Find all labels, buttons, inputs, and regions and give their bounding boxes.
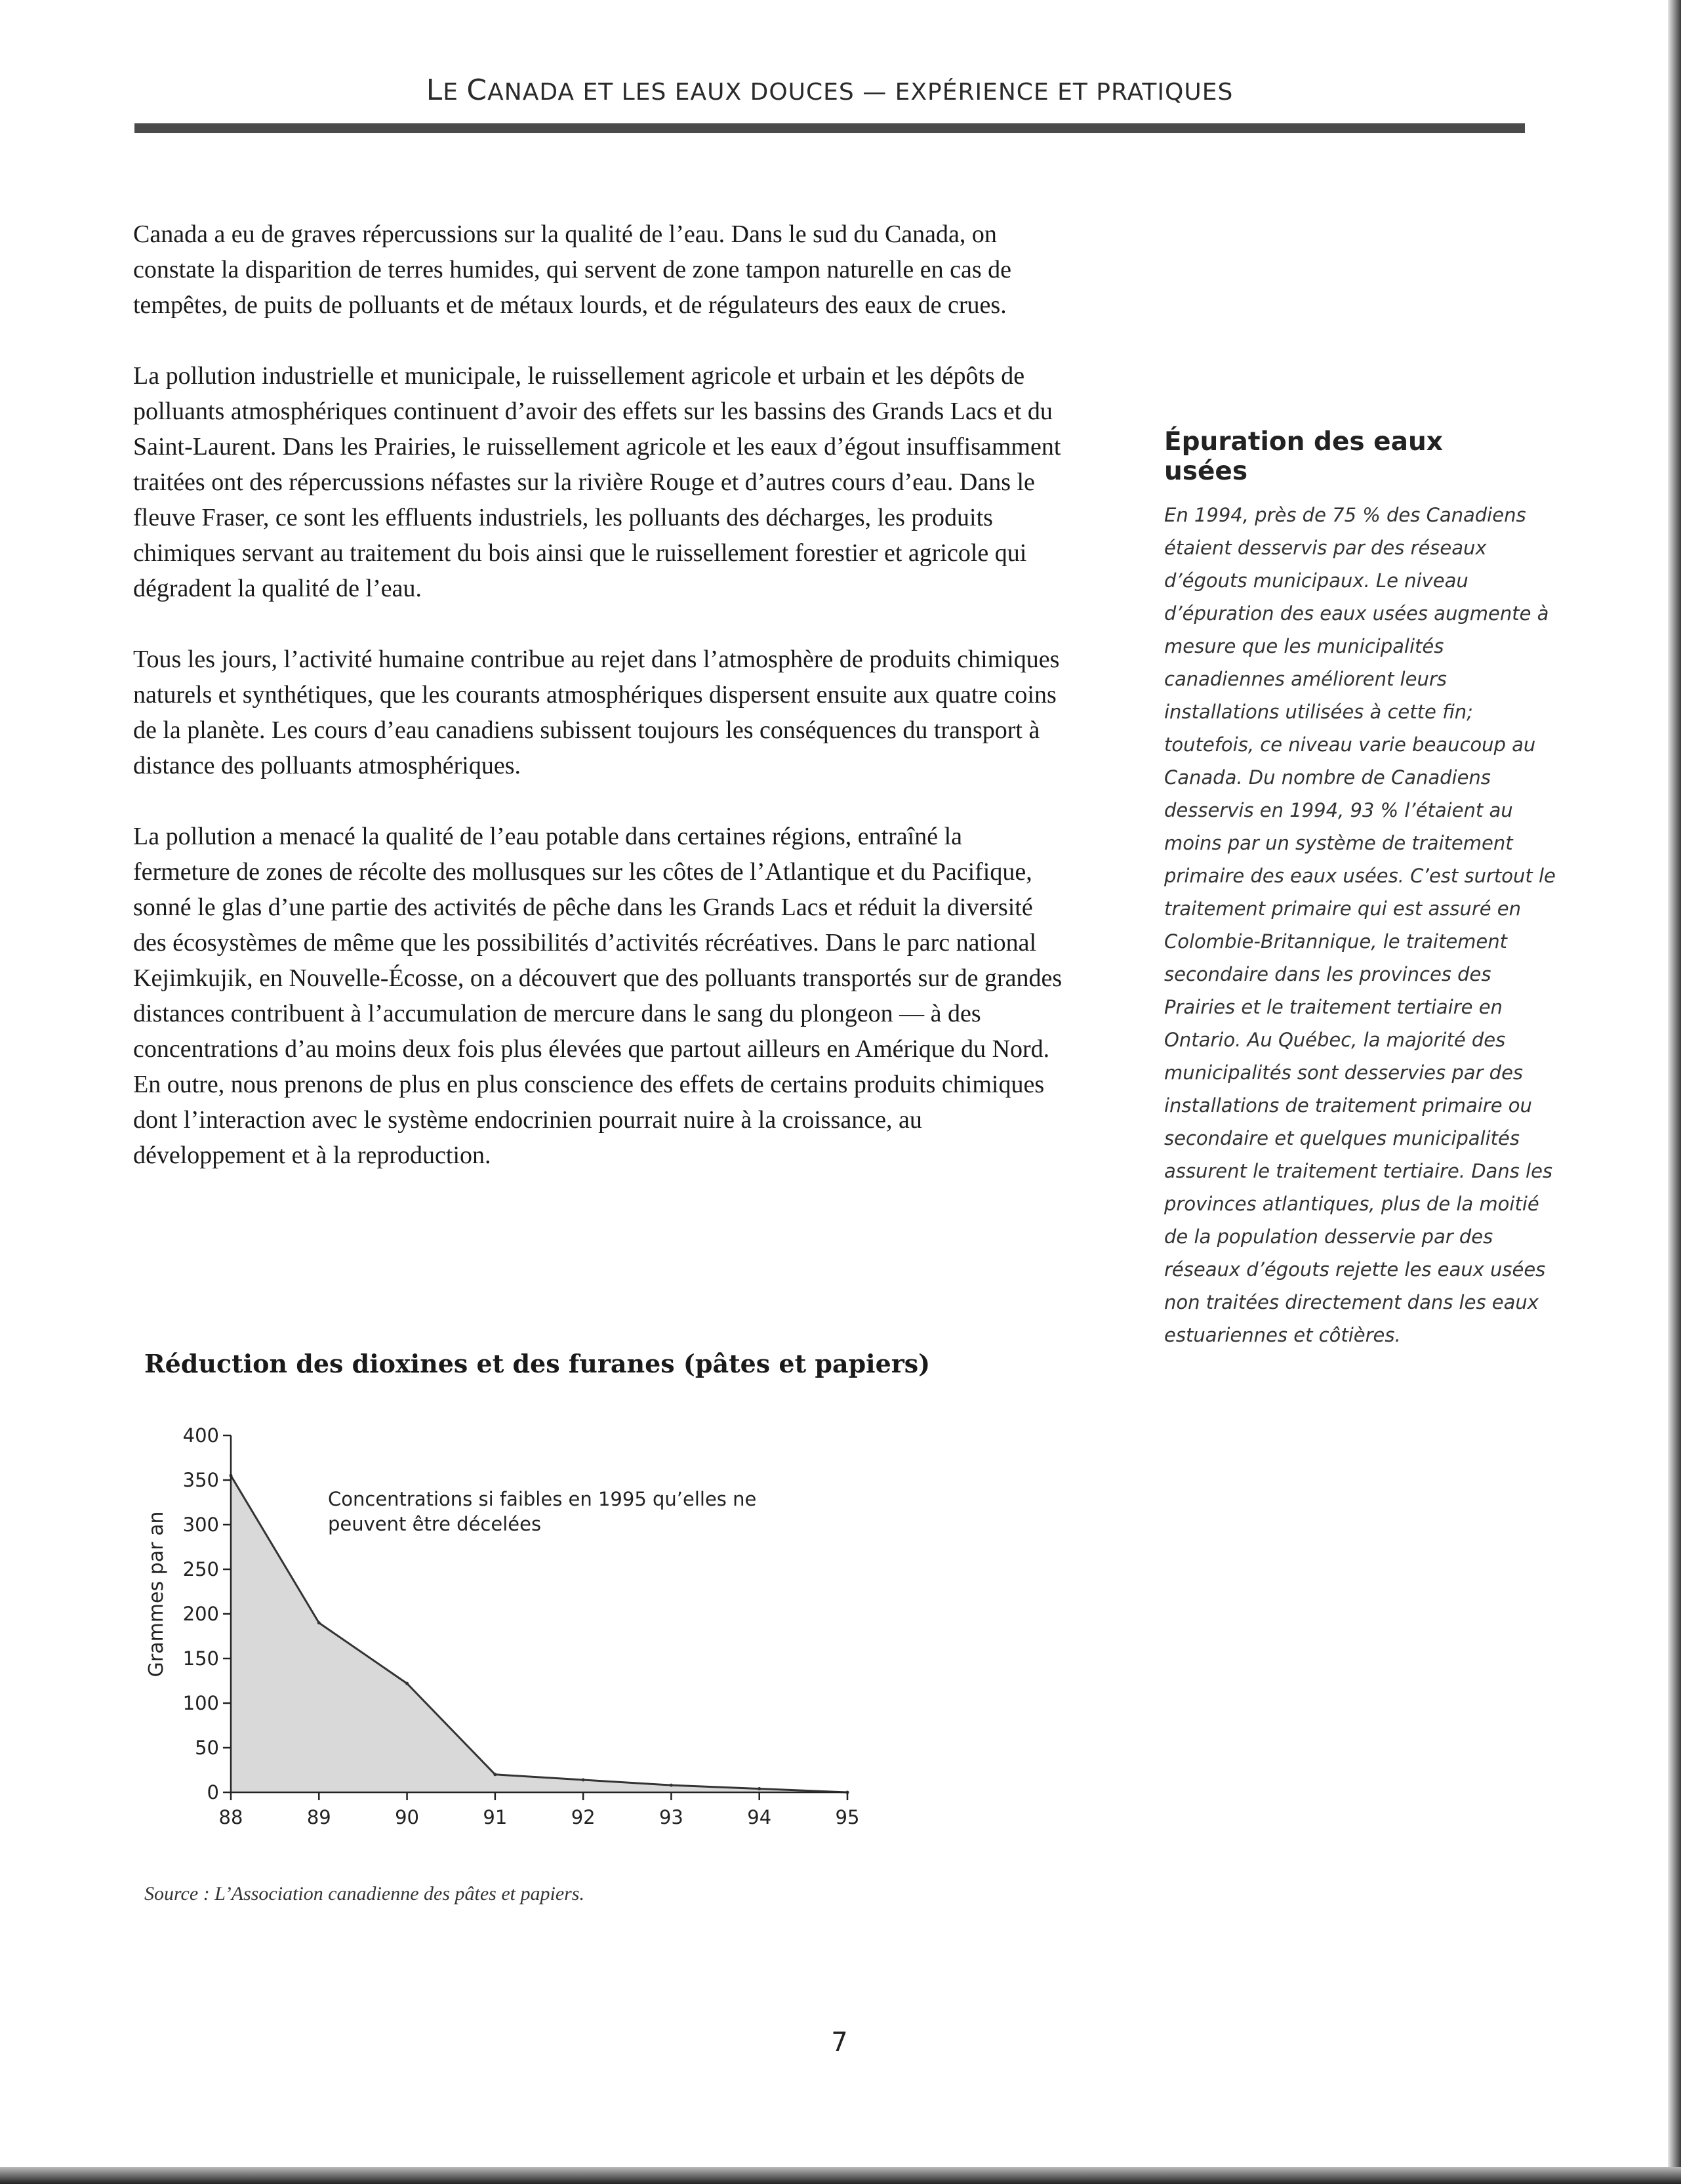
- data-point: [670, 1784, 673, 1787]
- data-point: [317, 1621, 321, 1624]
- paragraph: Canada a eu de graves répercussions sur la qualité de l’eau. Dans le sud du Canada, on constate la disparition de terres humides, qui servent de zone tampon naturelle en cas de tempêtes, de puits de polluants et de métaux lourds, et de régulateurs des eaux de crues.: [133, 220, 1012, 319]
- x-tick-label: 89: [306, 1806, 331, 1828]
- dioxin-area-chart: [131, 1411, 879, 1837]
- y-tick-label: 50: [195, 1737, 219, 1759]
- x-tick-label: 94: [747, 1806, 772, 1828]
- running-head-initial: L: [426, 73, 443, 107]
- data-point: [758, 1787, 761, 1790]
- chart-annotation-line-1: Concentrations si faibles en 1995 qu’elles ne: [328, 1488, 757, 1510]
- chart-title: Réduction des dioxines et des furanes (pâtes et papiers): [144, 1349, 931, 1378]
- y-tick-label: 200: [182, 1603, 219, 1625]
- x-tick-label: 95: [835, 1806, 860, 1828]
- y-tick-label: 0: [207, 1781, 219, 1803]
- main-text-column: [133, 216, 1064, 1208]
- chart-annotation-line-2: peuvent être décelées: [328, 1513, 542, 1535]
- running-head: [134, 73, 1525, 107]
- y-tick-label: 150: [182, 1647, 219, 1670]
- sidebar-text: En 1994, près de 75 % des Canadiens étaient desservis par des réseaux d’égouts municipaux. Le niveau d’épuration des eaux usées augmente à mesure que les municipalités canadiennes améliorent leurs installations utilisées à cette fin; toutefois, ce niveau varie beaucoup au Canada. Du nombre de Canadiens desservis en 1994, 93 % l’étaient au moins par un système de traitement primaire des eaux usées. C’est surtout le traitement primaire qui est assuré en Colombie-Britannique, le traitement secondaire dans les provinces des Prairies et le traitement tertiaire en Ontario. Au Québec, la majorité des municipalités sont desservies par des installations de traitement primaire ou secondaire et quelques municipalités assurent le traitement tertiaire. Dans les provinces atlantiques, plus de la moitié de la population desservie par des réseaux d’égouts rejette les eaux usées non traitées directement dans les eaux estuariennes et côtières.: [1164, 504, 1556, 1346]
- x-tick-label: 88: [218, 1806, 243, 1828]
- paragraph: Tous les jours, l’activité humaine contribue au rejet dans l’atmosphère de produits chimiques naturels et synthétiques, que les courants atmosphériques dispersent ensuite aux quatre coins de la planète. Les cours d’eau canadiens subissent toujours les conséquences du transport à distance des polluants atmosphériques.: [133, 646, 1060, 779]
- sidebar-title: Épuration des eaux usées: [1164, 427, 1443, 486]
- paragraph: La pollution industrielle et municipale, le ruissellement agricole et urbain et les dépôts de polluants atmosphériques continuent d’avoir des effets sur les bassins des Grands Lacs et du Saint-Laurent. Dans les Prairies, le ruissellement agricole et les eaux d’égout insuffisamment traitées ont des répercussions néfastes sur la rivière Rouge et d’autres cours d’eau. Dans le fleuve Fraser, ce sont les effluents industriels, les polluants des décharges, les produits chimiques servant au traitement du bois ainsi que le ruissellement forestier et agricole qui dégradent la qualité de l’eau.: [133, 362, 1061, 602]
- data-point: [493, 1773, 496, 1776]
- x-tick-label: 91: [483, 1806, 508, 1828]
- scan-edge-right: [1668, 0, 1681, 2184]
- page-number: 7: [831, 2027, 848, 2057]
- x-tick-label: 90: [395, 1806, 420, 1828]
- running-head-rest: ANADA ET LES EAUX DOUCES — EXPÉRIENCE ET PRATIQUES: [487, 79, 1234, 106]
- y-tick-label: 350: [182, 1469, 219, 1491]
- running-head-initial-2: C: [466, 73, 488, 107]
- chart-source: Source : L’Association canadienne des pâtes et papiers.: [144, 1883, 584, 1905]
- data-point: [405, 1682, 409, 1685]
- y-tick-label: 400: [182, 1424, 219, 1447]
- y-tick-label: 100: [182, 1692, 219, 1714]
- paragraph: La pollution a menacé la qualité de l’eau potable dans certaines régions, entraîné la fermeture de zones de récolte des mollusques sur les côtes de l’Atlantique et du Pacifique, sonné le glas d’une partie des activités de pêche dans les Grands Lacs et réduit la diversité des écosystèmes de même que les possibilités d’activités récréatives. Dans le parc national Kejimkujik, en Nouvelle-Écosse, on a découvert que des polluants transportés sur de grandes distances contribuent à l’accumulation de mercure dans le sang du plongeon — à des concentrations d’au moins deux fois plus élevées que partout ailleurs en Amérique du Nord. En outre, nous prenons de plus en plus conscience des effets de certains produits chimiques dont l’interaction avec le système endocrinien pourrait nuire à la croissance, au développement et à la reproduction.: [133, 823, 1063, 1169]
- x-tick-label: 92: [571, 1806, 596, 1828]
- y-tick-label: 300: [182, 1514, 219, 1536]
- running-head-part: E: [443, 79, 467, 106]
- y-tick-label: 250: [182, 1558, 219, 1580]
- x-tick-label: 93: [658, 1806, 683, 1828]
- scan-edge-bottom: [0, 2167, 1681, 2184]
- data-point: [582, 1778, 585, 1781]
- y-axis-label: Grammes par an: [145, 1511, 168, 1678]
- header-rule: [134, 123, 1525, 133]
